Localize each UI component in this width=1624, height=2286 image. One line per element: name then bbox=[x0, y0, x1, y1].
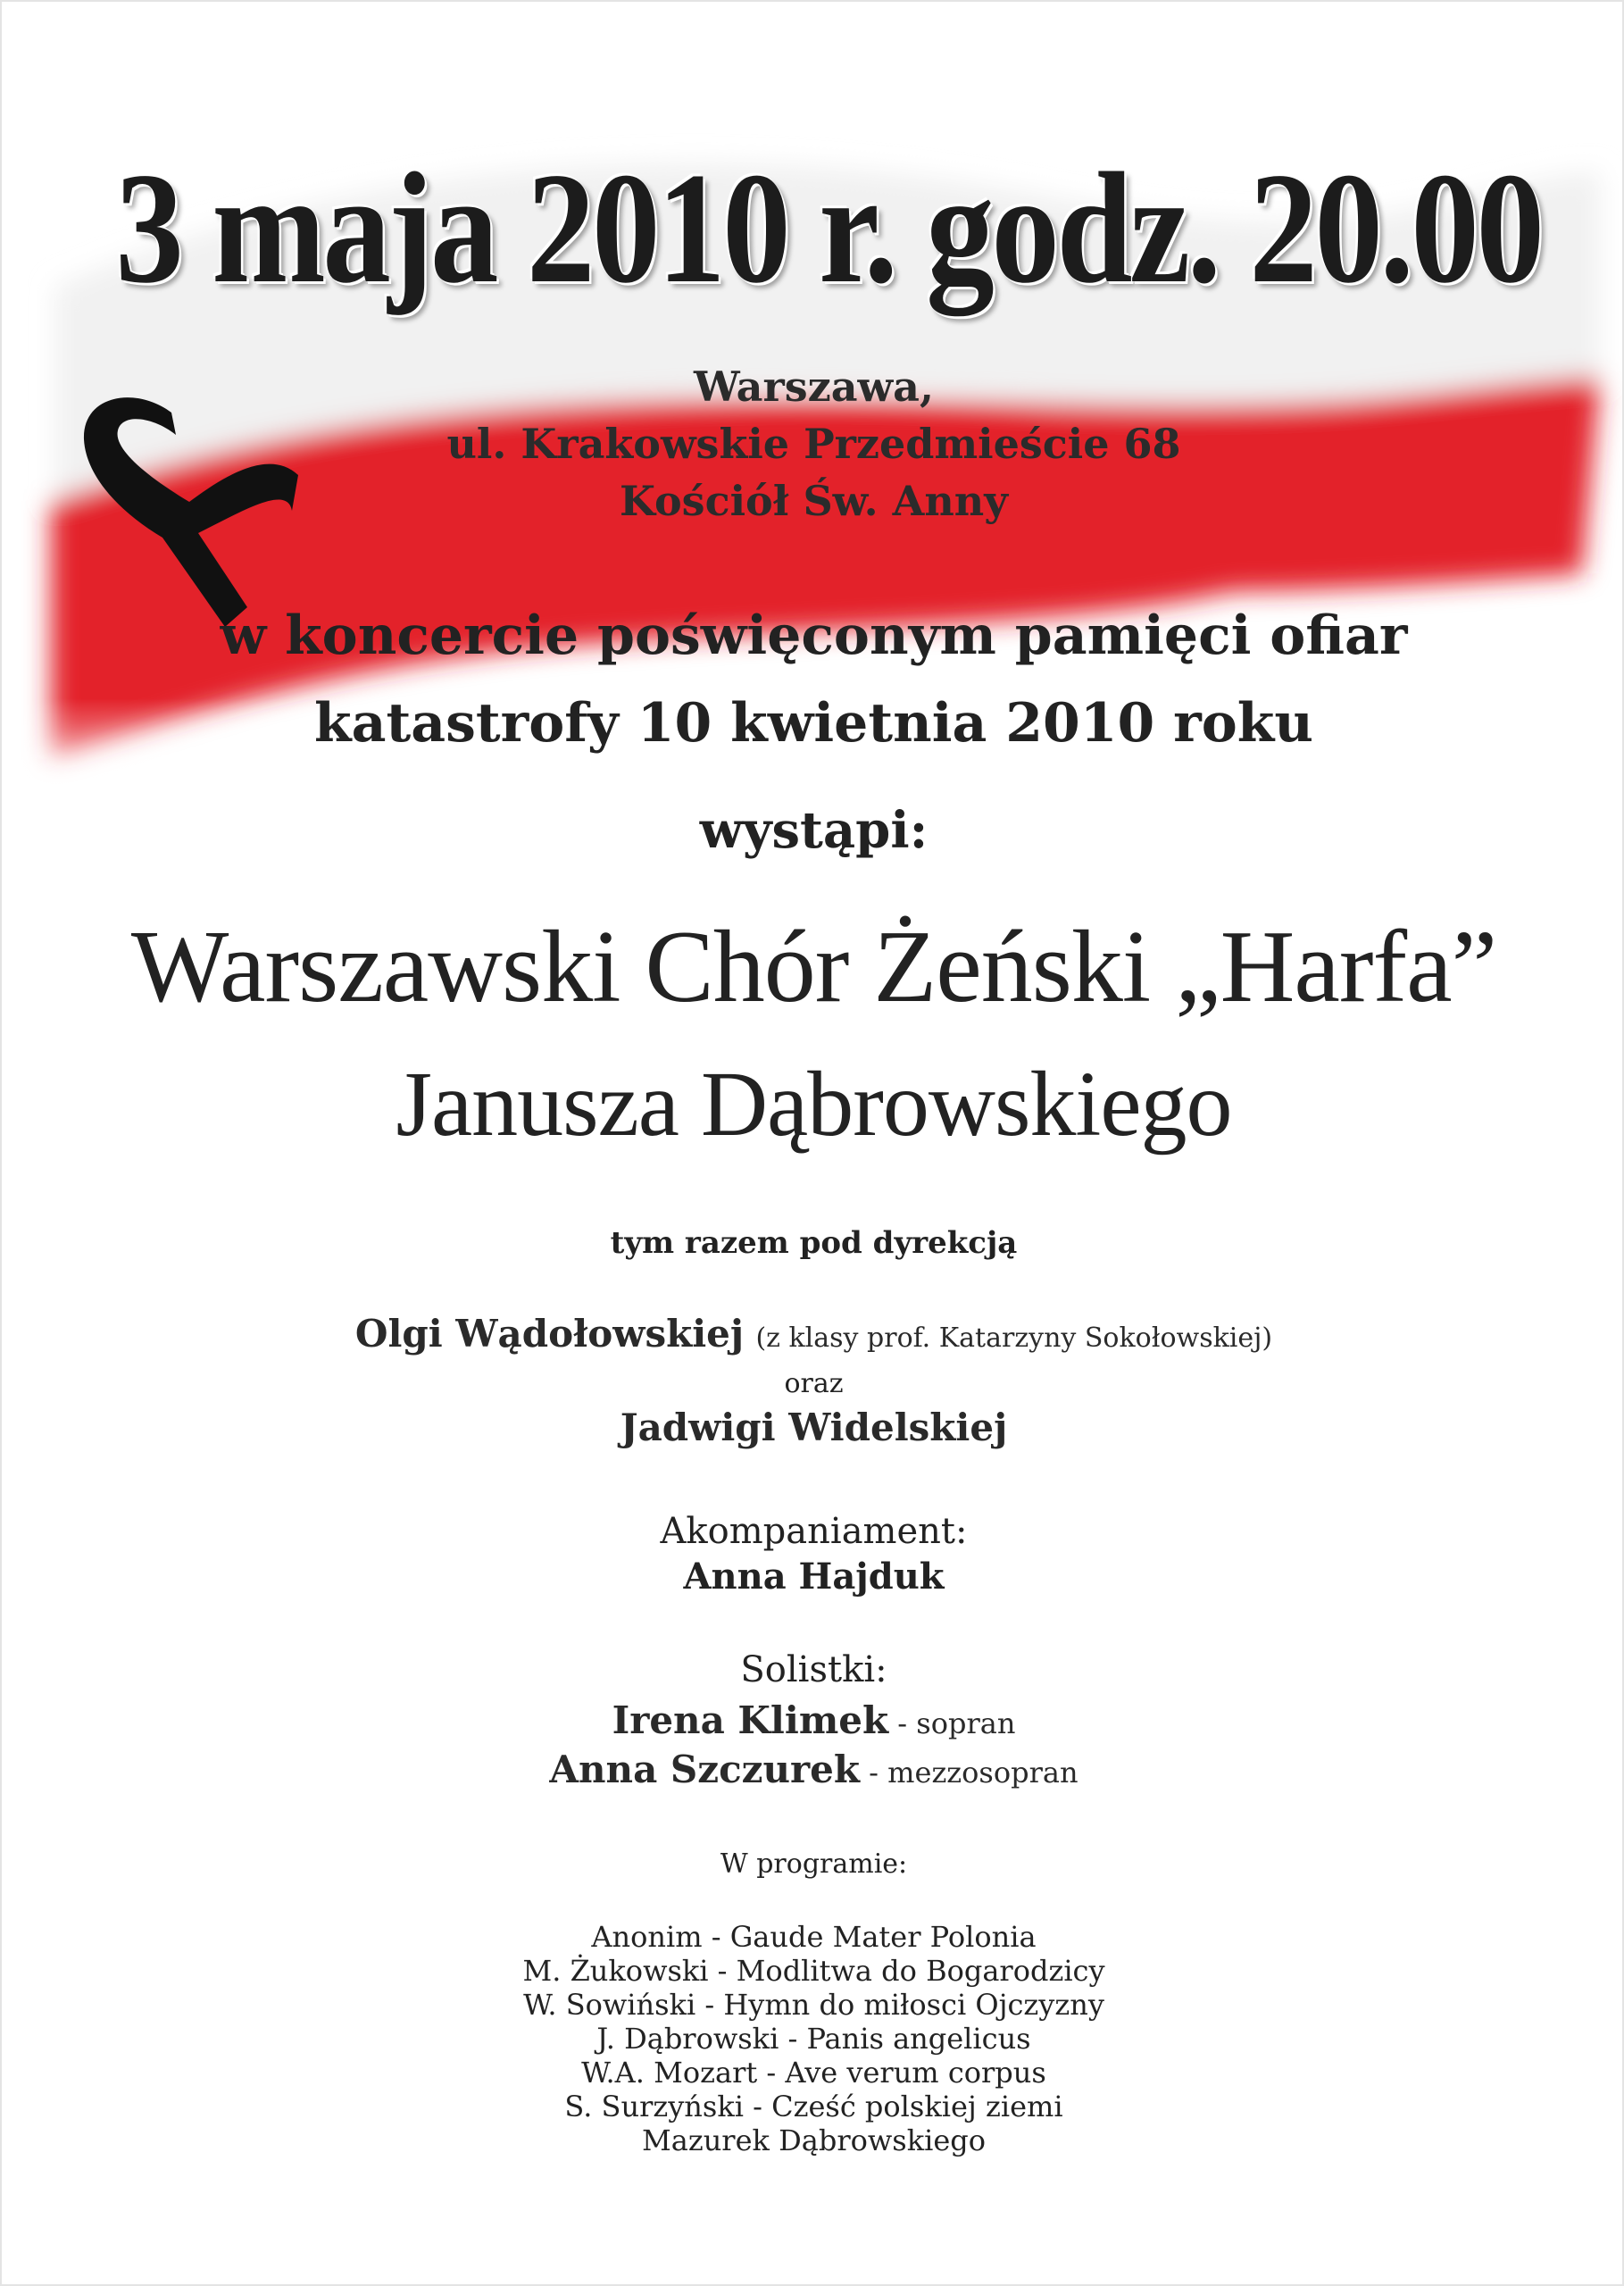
program-item: W.A. Mozart - Ave verum corpus bbox=[581, 2056, 1046, 2090]
venue-street: ul. Krakowskie Przedmieście 68 bbox=[446, 420, 1181, 468]
choir-founder: Janusza Dąbrowskiego bbox=[396, 1053, 1232, 1156]
program-label: W programie: bbox=[720, 1848, 908, 1880]
soloist-2 bbox=[2, 1748, 1624, 1791]
program-item: J. Dąbrowski - Panis angelicus bbox=[596, 2022, 1031, 2056]
event-date-time: 3 maja 2010 r. godz. 20.00 bbox=[115, 139, 1542, 316]
venue-church: Kościół Św. Anny bbox=[620, 477, 1008, 525]
dedication-line-1: w koncercie poświęconym pamięci ofiar bbox=[220, 605, 1408, 667]
conductor-1 bbox=[2, 1312, 1624, 1356]
conductor-1-note: (z klasy prof. Katarzyny Sokołowskiej) bbox=[755, 1322, 1273, 1354]
accompaniment-name: Anna Hajduk bbox=[683, 1556, 945, 1598]
direction-label: tym razem pod dyrekcją bbox=[610, 1225, 1018, 1261]
program-item: Anonim - Gaude Mater Polonia bbox=[591, 1920, 1037, 1954]
conductor-2: Jadwigi Widelskiej bbox=[620, 1406, 1008, 1449]
dedication-line-2: katastrofy 10 kwietnia 2010 roku bbox=[314, 692, 1313, 755]
soloist-1 bbox=[2, 1698, 1624, 1742]
program-item: S. Surzyński - Cześć polskiej ziemi bbox=[564, 2090, 1063, 2123]
venue-city: Warszawa, bbox=[694, 363, 934, 411]
soloists-label: Solistki: bbox=[740, 1649, 887, 1690]
soloist-1-voice: - sopran bbox=[888, 1706, 1016, 1740]
and-label: oraz bbox=[784, 1368, 844, 1399]
program-item: M. Żukowski - Modlitwa do Bogarodzicy bbox=[522, 1954, 1105, 1988]
program-item: Mazurek Dąbrowskiego bbox=[641, 2123, 986, 2157]
conductor-1-name: Olgi Wądołowskiej bbox=[354, 1312, 745, 1356]
soloist-2-name: Anna Szczurek bbox=[549, 1748, 860, 1791]
program-item: W. Sowiński - Hymn do miłosci Ojczyzny bbox=[523, 1988, 1104, 2022]
soloist-1-name: Irena Klimek bbox=[612, 1698, 889, 1742]
choir-name: Warszawski Chór Żeński „Harfa” bbox=[130, 910, 1497, 1024]
soloist-2-voice: - mezzosopran bbox=[860, 1756, 1079, 1790]
accompaniment-label: Akompaniament: bbox=[660, 1511, 968, 1552]
performs-label: wystąpi: bbox=[699, 801, 929, 860]
program-list bbox=[2, 1920, 1624, 2157]
